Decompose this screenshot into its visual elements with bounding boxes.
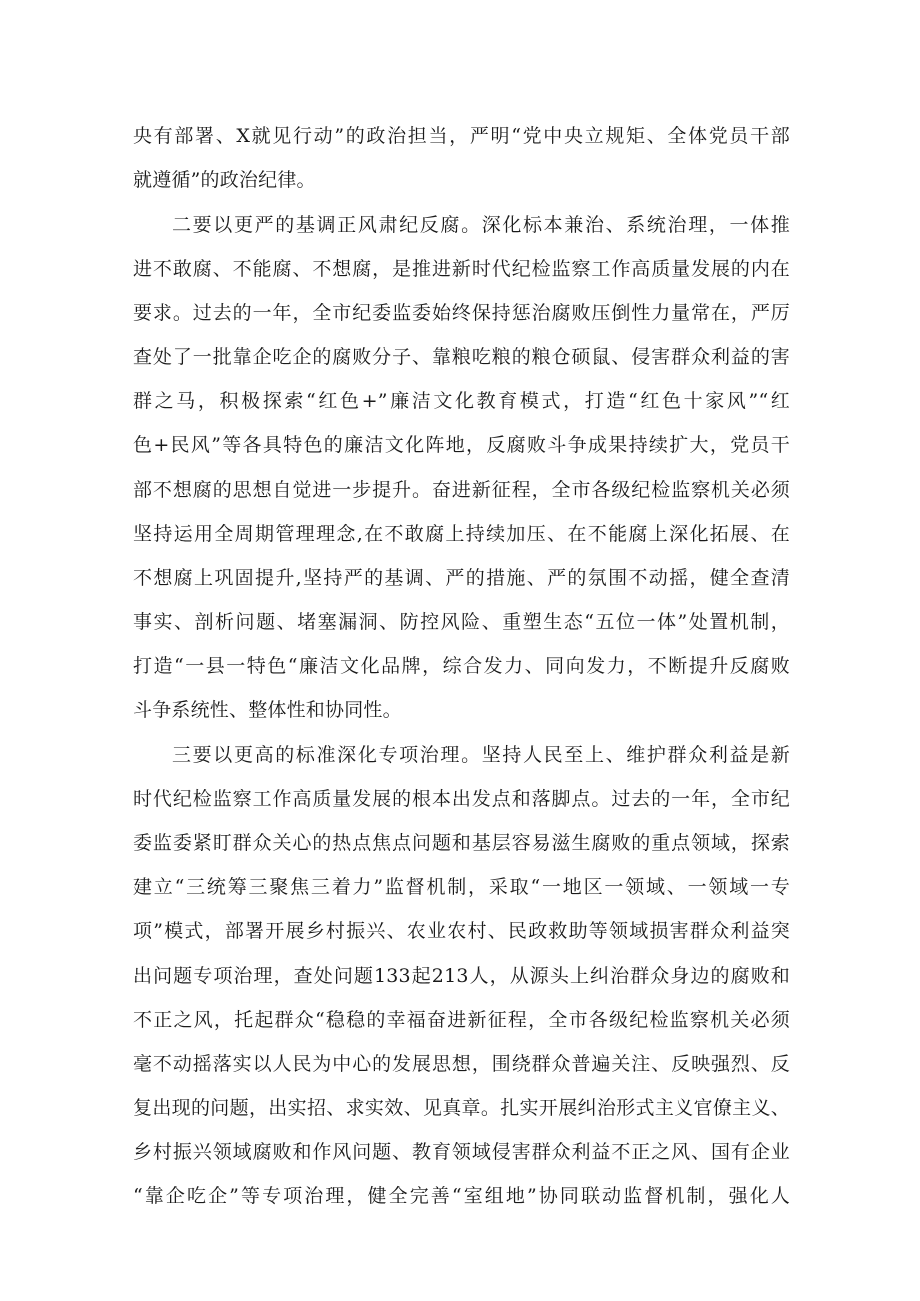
text-line: 查处了一批靠企吃企的腐败分子、靠粮吃粮的粮仓硕鼠、侵害群众利益的害 (133, 346, 790, 368)
paragraph-2-heading-line: 二要以更严的基调正风肃纪反腐。深化标本兼治、系统治理，一体推 (172, 214, 790, 236)
text-line: 委监委紧盯群众关心的热点焦点问题和基层容易滋生腐败的重点领域，探索 (133, 832, 790, 854)
text-line: 要求。过去的一年，全市纪委监委始终保持惩治腐败压倒性力量常在，严厉 (133, 302, 790, 324)
text-line: 项”模式，部署开展乡村振兴、农业农村、民政救助等领域损害群众利益突 (133, 920, 790, 942)
paragraph-3-heading-line: 三要以更高的标准深化专项治理。坚持人民至上、维护群众利益是新 (172, 744, 790, 766)
text-line: 央有部署、X就见行动”的政治担当，严明“党中央立规矩、全体党员干部 (133, 125, 790, 147)
text-line: 色+民风”等各具特色的廉洁文化阵地，反腐败斗争成果持续扩大，党员干 (133, 434, 790, 456)
text-line: 斗争系统性、整体性和协同性。 (133, 699, 402, 721)
text-line: 坚持运用全周期管理理念,在不敢腐上持续加压、在不能腐上深化拓展、在 (133, 523, 790, 545)
text-line: 建立“三统筹三聚焦三着力”监督机制，采取“一地区一领域、一领域一专 (133, 876, 790, 898)
text-line: 就遵循”的政治纪律。 (133, 169, 316, 191)
text-line: 复出现的问题，出实招、求实效、见真章。扎实开展纠治形式主义官僚主义、 (133, 1097, 790, 1119)
text-line: 不想腐上巩固提升,坚持严的基调、严的措施、严的氛围不动摇，健全查清 (133, 567, 790, 589)
text-line: “靠企吃企”等专项治理，健全完善“室组地”协同联动监督机制，强化人 (133, 1185, 790, 1207)
text-line: 事实、剖析问题、堵塞漏洞、防控风险、重塑生态“五位一体”处置机制， (133, 611, 790, 633)
text-line: 进不敢腐、不能腐、不想腐，是推进新时代纪检监察工作高质量发展的内在 (133, 258, 790, 280)
text-line: 部不想腐的思想自觉进一步提升。奋进新征程，全市各级纪检监察机关必须 (133, 479, 790, 501)
text-line: 毫不动摇落实以人民为中心的发展思想，围绕群众普遍关注、反映强烈、反 (133, 1053, 790, 1075)
text-line: 打造“一县一特色“廉洁文化品牌，综合发力、同向发力，不断提升反腐败 (133, 655, 790, 677)
text-line: 出问题专项治理，查处问题133起213人，从源头上纠治群众身边的腐败和 (133, 965, 790, 987)
text-line: 乡村振兴领域腐败和作风问题、教育领域侵害群众利益不正之风、国有企业 (133, 1141, 790, 1163)
text-line: 时代纪检监察工作高质量发展的根本出发点和落脚点。过去的一年，全市纪 (133, 788, 790, 810)
text-line: 群之马，积极探索“红色+”廉洁文化教育模式，打造“红色十家风”“红 (133, 390, 790, 412)
text-line: 不正之风，托起群众“稳稳的幸福奋进新征程，全市各级纪检监察机关必须 (133, 1009, 790, 1031)
